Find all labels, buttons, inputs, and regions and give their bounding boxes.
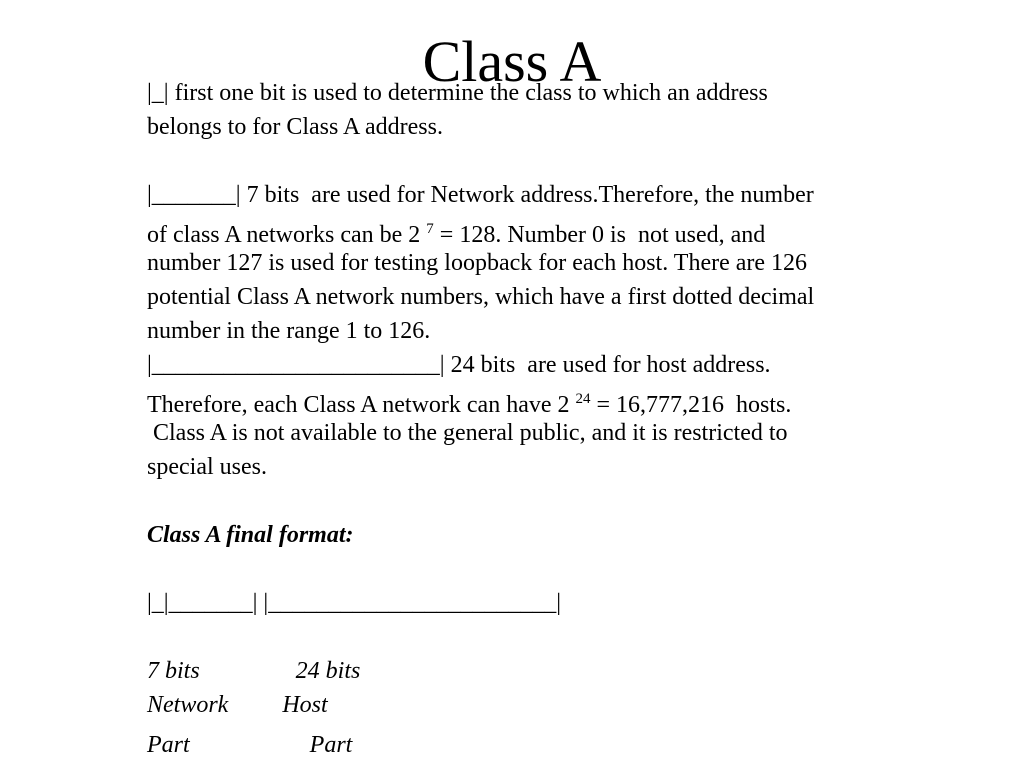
text-line: potential Class A network numbers, which have a first dotted decimal (147, 284, 815, 310)
slide-title: Class A (422, 29, 602, 94)
text-line: |_______| 7 bits are used for Network address.Therefore, the number (147, 182, 814, 208)
network-host-text: Network Host (147, 692, 328, 718)
text-line: |_| first one bit is used to determine the class to which an address (147, 80, 768, 106)
bits-label-text: 7 bits 24 bits (147, 658, 361, 684)
text-line: belongs to for Class A address. (147, 114, 443, 140)
part-label (147, 722, 947, 762)
text-line (147, 382, 947, 416)
part-label-text: Part Part (147, 732, 353, 758)
format-heading-text: Class A final format: (147, 522, 354, 548)
superscript-exponent: 7 (426, 221, 434, 237)
text-line (147, 212, 947, 246)
network-host-label (147, 688, 947, 722)
format-heading (147, 518, 947, 552)
text-span: of class A networks can be 2 (147, 222, 427, 248)
spacer (147, 144, 947, 178)
format-diagram-line: |_|_______| |________________________| (147, 590, 562, 616)
spacer (147, 620, 947, 654)
spacer (147, 552, 947, 586)
slide-body (147, 76, 947, 762)
text-span: Therefore, each Class A network can have 2 (147, 392, 576, 418)
text-line: number in the range 1 to 126. (147, 318, 431, 344)
text-line: |________________________| 24 bits are used for host address. (147, 352, 771, 378)
text-line: special uses. (147, 454, 267, 480)
text-span: = 128. Number 0 is not used, and (433, 222, 766, 248)
text-line: number 127 is used for testing loopback for each host. There are 126 (147, 250, 808, 276)
superscript-exponent: 24 (575, 391, 591, 407)
bits-label (147, 654, 947, 688)
text-line: Class A is not available to the general public, and it is restricted to (147, 420, 788, 446)
text-span: = 16,777,216 hosts. (590, 392, 792, 418)
spacer (147, 484, 947, 518)
